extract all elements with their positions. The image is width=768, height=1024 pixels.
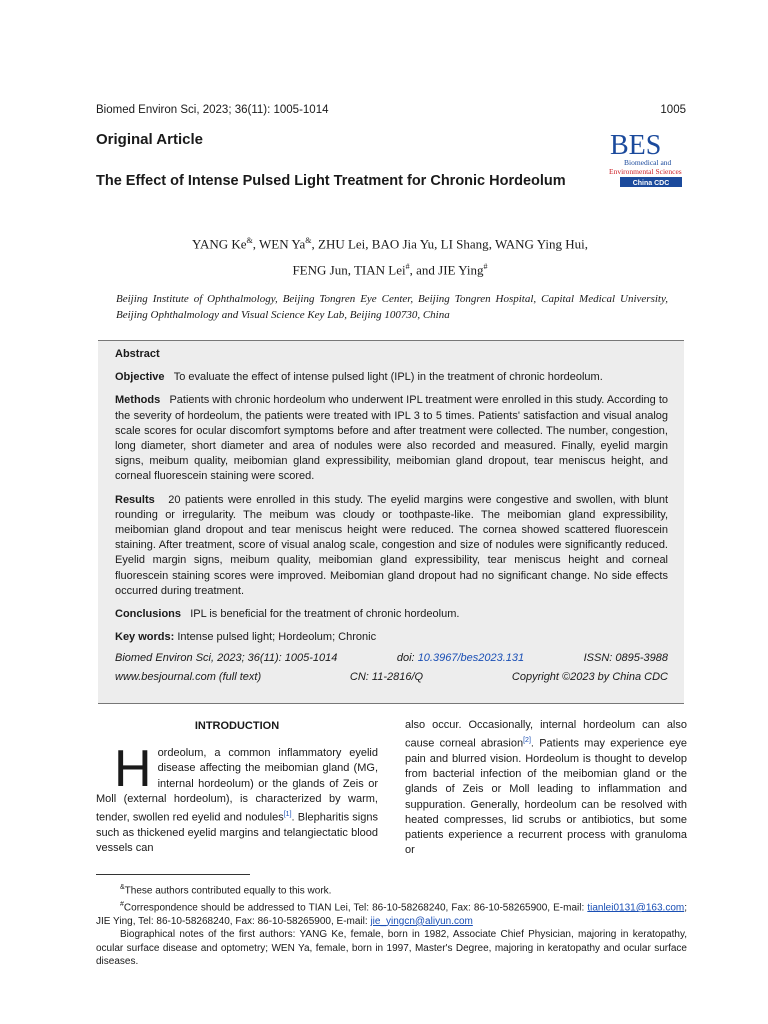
issn: ISSN: 0895-3988 [583,652,668,665]
keywords-label: Key words: [115,631,175,644]
author-name: LI Shang [440,236,489,252]
intro-text-right: also occur. Occasionally, internal hordeolum can also cause corneal abrasion [405,719,687,750]
drop-cap: H [114,740,152,799]
author-name: WEN Ya [259,236,306,252]
doi-label: doi: [396,652,415,665]
results-label: Results [115,493,155,506]
author-mark: # [483,262,488,272]
author-name: FENG Jun [292,262,348,278]
citation-ref-2[interactable]: [2] [523,737,531,745]
author-list [96,229,684,282]
conclusions-text: IPL is beneficial for the treatment of chronic hordeolum. [190,608,460,621]
logo-line1: Biomedical and [624,158,672,167]
cn-number: CN: 11-2816/Q [349,670,424,683]
website: www.besjournal.com (full text) [115,670,262,683]
logo-band-text: China CDC [632,180,670,187]
publisher-row [115,670,668,685]
intro-text-right-cont: . Patients may experience eye pain and blurred vision. Hordeolum is thought to develop from bacterial infection of the meibomian gland or the glands of Zeis or Moll leading to inflammation and suppuration. Generally, hordeolum can be resolved with heated compresses, lid scrubs or antibiotics, but some patients experience a recurrent process with granuloma or [405,737,687,857]
conclusions-label: Conclusions [115,608,182,621]
footnote-correspondence-cont: ; JIE Ying, Tel: 86-10-58268240, Fax: 86-10-58265900, E-mail: [96,902,687,927]
journal-logo [608,128,690,190]
abstract-heading: Abstract [115,348,160,360]
footnote-correspondence: Correspondence should be addressed to TIAN Lei, Tel: 86-10-58268240, Fax: 86-10-58265900, E-mail: [123,902,585,914]
page-number: 1005 [660,104,686,116]
objective-label: Objective [115,371,165,384]
author-name: JIE Ying [438,262,484,278]
author-mark: & [246,236,253,245]
logo-line2: Environmental Sciences [609,167,682,176]
footnote-divider [96,874,250,875]
author-line-1: YANG Ke&, WEN Ya&, ZHU Lei, BAO Jia Yu, LI Shang, WANG Ying Hui, [192,236,588,252]
intro-text-left-cont: . Blepharitis signs such as thickened eyelid margins and telangiectatic blood vessels can [96,811,378,855]
email-link-jie[interactable]: jie_yingcn@aliyun.com [370,915,473,927]
copyright: Copyright ©2023 by China CDC [511,670,668,683]
author-name: TIAN Lei [353,262,406,278]
fn1-mark: & [120,884,125,891]
doi [397,651,524,666]
section-label: Original Article [96,131,203,148]
author-mark: & [305,236,312,245]
author-mark: # [405,262,410,272]
affiliation: Beijing Institute of Ophthalmology, Beijing Tongren Eye Center, Beijing Tongren Hospital, Capital Medical University, Beijing Ophthalmology and Visual Science Key Lab, Beijing 100730, China [116,293,668,321]
email-link-tian[interactable]: tianlei0131@163.com [587,902,685,914]
introduction-heading: INTRODUCTION [194,720,280,732]
abstract-citation: Biomed Environ Sci, 2023; 36(11): 1005-1014 [115,652,338,665]
methods-text: Patients with chronic hordeolum who underwent IPL treatment were enrolled in this study. According to the severity of hordeolum, the patients were treated with IPL 3 to 5 times. Patients' satisfaction and visual analog scale scores for ocular discomfort symptoms before and after treatment were collected. The number, congestion, long diameter, short diameter and area of nodules were also recorded and measured. Finally, eyelid margin signs, meibum quality, meibomian gland expressibility, meibomian gland dropout, tear meniscus height, and corneal fluorescein staining were scored. [115,394,668,483]
citation-row [115,651,668,666]
running-header-citation: Biomed Environ Sci, 2023; 36(11): 1005-1014 [96,104,329,116]
abstract-box [98,340,684,704]
author-name: ZHU Lei [318,236,366,252]
footnote-biographical: Biographical notes of the first authors: YANG Ke, female, born in 1982, Associate Chief Physician, majoring in keratopathy, ocular surface disease and optometry; WEN Ya, female, born in 1997, Master's Degree, majoring in keratopathy and ocular surface diseases. [96,929,687,968]
author-name: WANG Ying Hui [494,236,585,252]
methods-label: Methods [115,394,161,407]
logo-letters: BES [610,130,662,161]
author-line-2: FENG Jun, TIAN Lei#, and JIE Ying# [292,262,488,278]
objective-text: To evaluate the effect of intense pulsed light (IPL) in the treatment of chronic hordeolum. [173,371,603,384]
intro-text-left: ordeolum, a common inflammatory eyelid disease affecting the meibomian gland (MG, internal hordeolum) or the glands of Zeis or Moll (external hordeolum), is characterized by warm, tender, swollen red eyelid and nodules [96,747,378,824]
body-column-left [96,718,378,856]
citation-ref-1[interactable]: [1] [283,811,292,819]
keywords-text: Intense pulsed light; Hordeolum; Chronic [177,631,377,644]
fn2-mark: # [120,900,124,908]
article-title: The Effect of Intense Pulsed Light Treatment for Chronic Hordeolum [96,173,566,189]
footnote-equal-contribution: These authors contributed equally to this work. [124,885,332,897]
body-column-right [405,718,687,858]
footnotes [96,881,687,969]
doi-link[interactable]: 10.3967/bes2023.131 [417,652,525,665]
author-name: BAO Jia Yu [371,236,435,252]
author-name: YANG Ke [192,236,247,252]
results-text: 20 patients were enrolled in this study. The eyelid margins were congestive and swollen, with blunt rounding or irregularity. The meibum was cloudy or toothpaste-like. The meibomian gland expressibility, meibomian gland dropout and tear meniscus height were reduced. The cornea showed scattered fluorescein staining. After treatment, score of visual analog scale, congestion and size of nodules were significantly reduced. Eyelid margin signs, meibum quality, meibomian gland expressibility, tear meniscus height and corneal fluorescein staining scores were improved. Meibomian gland dropout had no significant change. No side effects occurred during treatment. [115,493,669,597]
